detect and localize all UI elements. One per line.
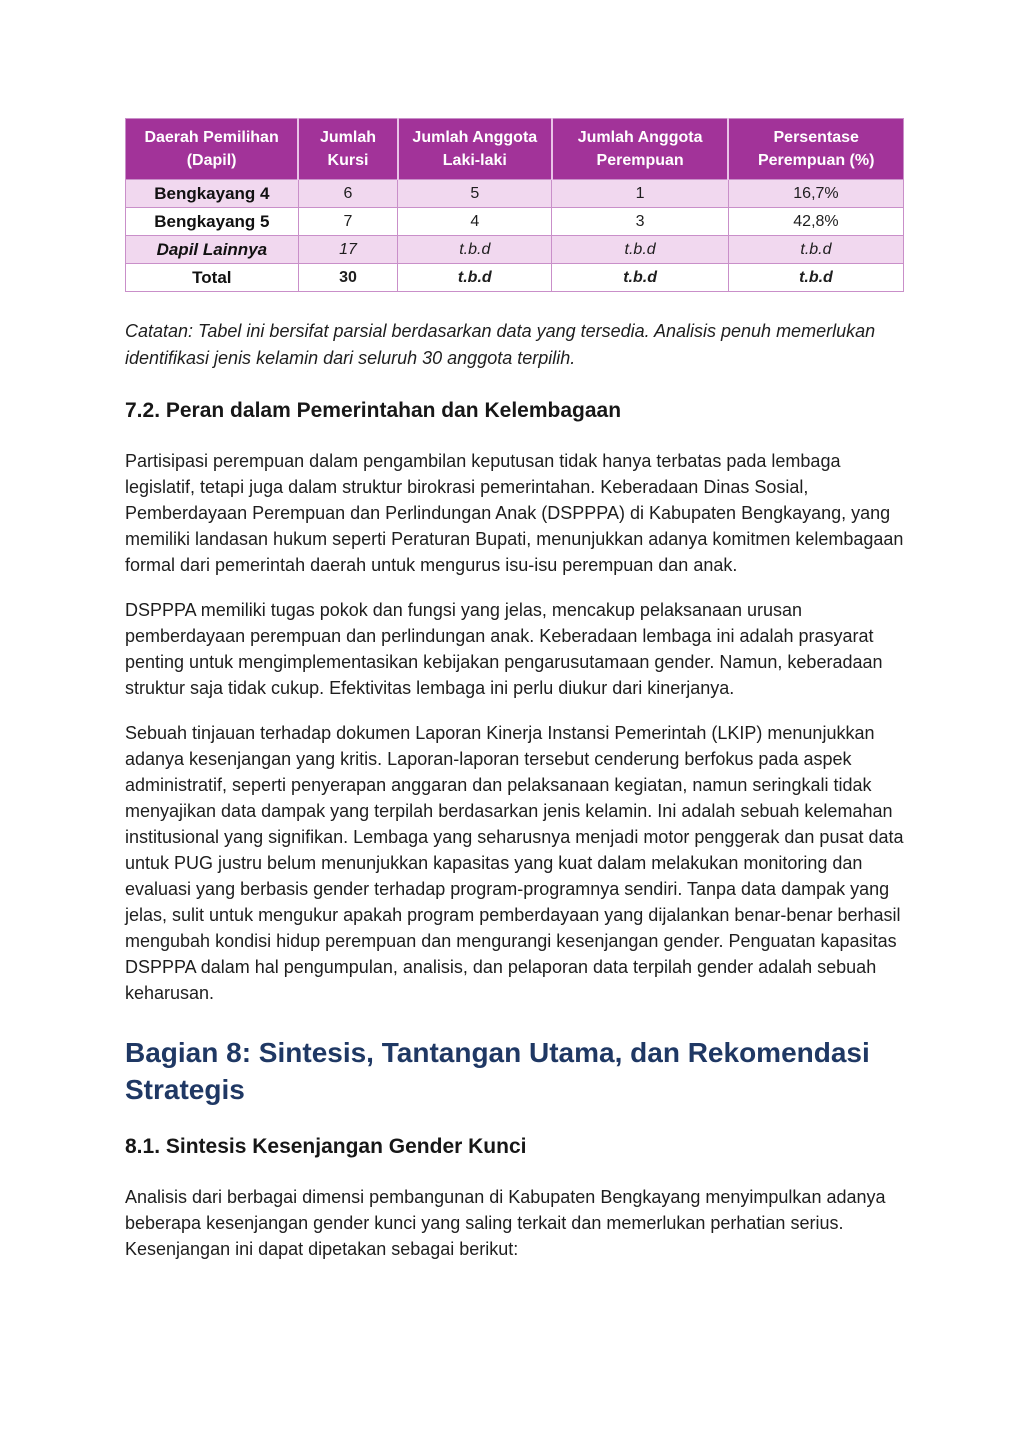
table-cell: 6: [298, 180, 398, 208]
section-heading-bagian-8: Bagian 8: Sintesis, Tantangan Utama, dan Rekomendasi Strategis: [125, 1037, 870, 1105]
table-cell: t.b.d: [398, 236, 552, 264]
table-cell: 17: [298, 236, 398, 264]
table-header-row: [126, 119, 904, 180]
table-cell: 4: [398, 208, 552, 236]
table-cell: 5: [398, 180, 552, 208]
table-cell: t.b.d: [552, 264, 729, 292]
table-cell: 42,8%: [728, 208, 903, 236]
table-cell: 1: [552, 180, 729, 208]
table-cell: Dapil Lainnya: [126, 236, 299, 264]
table-cell: t.b.d: [728, 236, 903, 264]
table-row-bengkayang-5: [126, 208, 904, 236]
table-cell: Bengkayang 5: [126, 208, 299, 236]
table-row-dapil-lainnya: [126, 236, 904, 264]
header-cell-jumlah-kursi: Jumlah Kursi: [298, 119, 398, 180]
table-row-bengkayang-4: [126, 180, 904, 208]
section-heading-8-1: 8.1. Sintesis Kesenjangan Gender Kunci: [125, 1135, 527, 1158]
table-cell: Bengkayang 4: [126, 180, 299, 208]
table-cell: Total: [126, 264, 299, 292]
paragraph-sintesis-intro: Analisis dari berbagai dimensi pembangunan di Kabupaten Bengkayang menyimpulkan adanya beberapa kesenjangan gender kunci yang saling terkait dan memerlukan perhatian serius. Kesenjangan ini dapat dipetakan sebagai berikut:: [125, 1187, 886, 1259]
paragraph-lkip-review: Sebuah tinjauan terhadap dokumen Laporan Kinerja Instansi Pemerintah (LKIP) menunjukkan adanya kesenjangan yang kritis. Laporan-laporan tersebut cenderung berfokus pada aspek administratif, seperti penyerapan anggaran dan pelaksanaan kegiatan, namun seringkali tidak menyajikan data dampak yang terpilah berdasarkan jenis kelamin. Ini adalah sebuah kelemahan institusional yang signifikan. Lembaga yang seharusnya menjadi motor penggerak dan pusat data untuk PUG justru belum menunjukkan kapasitas yang kuat dalam melakukan monitoring dan evaluasi yang berbasis gender terhadap program-programnya sendiri. Tanpa data dampak yang jelas, sulit untuk mengukur apakah program pemberdayaan yang dijalankan benar-benar berhasil mengubah kondisi hidup perempuan dan mengurangi kesenjangan gender. Penguatan kapasitas DSPPPA dalam hal pengumpulan, analisis, dan pelaporan data terpilah gender adalah sebuah keharusan.: [125, 723, 904, 1003]
header-cell-jumlah-anggota-laki-laki: Jumlah Anggota Laki-laki: [398, 119, 552, 180]
table-cell: 7: [298, 208, 398, 236]
dapil-members-table: [125, 118, 904, 292]
table-note: Catatan: Tabel ini bersifat parsial berdasarkan data yang tersedia. Analisis penuh memerlukan identifikasi jenis kelamin dari seluruh 30 anggota terpilih.: [125, 321, 876, 368]
header-cell-persentase-perempuan: Persentase Perempuan (%): [728, 119, 903, 180]
table-cell: t.b.d: [552, 236, 729, 264]
section-heading-7-2: 7.2. Peran dalam Pemerintahan dan Kelembagaan: [125, 399, 622, 422]
paragraph-partisipasi: Partisipasi perempuan dalam pengambilan keputusan tidak hanya terbatas pada lembaga legislatif, tetapi juga dalam struktur birokrasi pemerintahan. Keberadaan Dinas Sosial, Pemberdayaan Perempuan dan Perlindungan Anak (DSPPPA) di Kabupaten Bengkayang, yang memiliki landasan hukum seperti Peraturan Bupati, menunjukkan adanya komitmen kelembagaan formal dari pemerintah daerah untuk mengurus isu-isu perempuan dan anak.: [125, 451, 904, 575]
paragraph-dsppppa-tugas: DSPPPA memiliki tugas pokok dan fungsi yang jelas, mencakup pelaksanaan urusan pemberdayaan perempuan dan perlindungan anak. Keberadaan lembaga ini adalah prasyarat penting untuk mengimplementasikan kebijakan pengarusutamaan gender. Namun, keberadaan struktur saja tidak cukup. Efektivitas lembaga ini perlu diukur dari kinerjanya.: [125, 600, 883, 698]
table-row-total: [126, 264, 904, 292]
header-cell-daerah-pemilihan: Daerah Pemilihan (Dapil): [126, 119, 299, 180]
table-cell: 3: [552, 208, 729, 236]
table-cell: t.b.d: [728, 264, 903, 292]
table-cell: 16,7%: [728, 180, 903, 208]
header-cell-jumlah-anggota-perempuan: Jumlah Anggota Perempuan: [552, 119, 729, 180]
table-cell: t.b.d: [398, 264, 552, 292]
table-cell: 30: [298, 264, 398, 292]
